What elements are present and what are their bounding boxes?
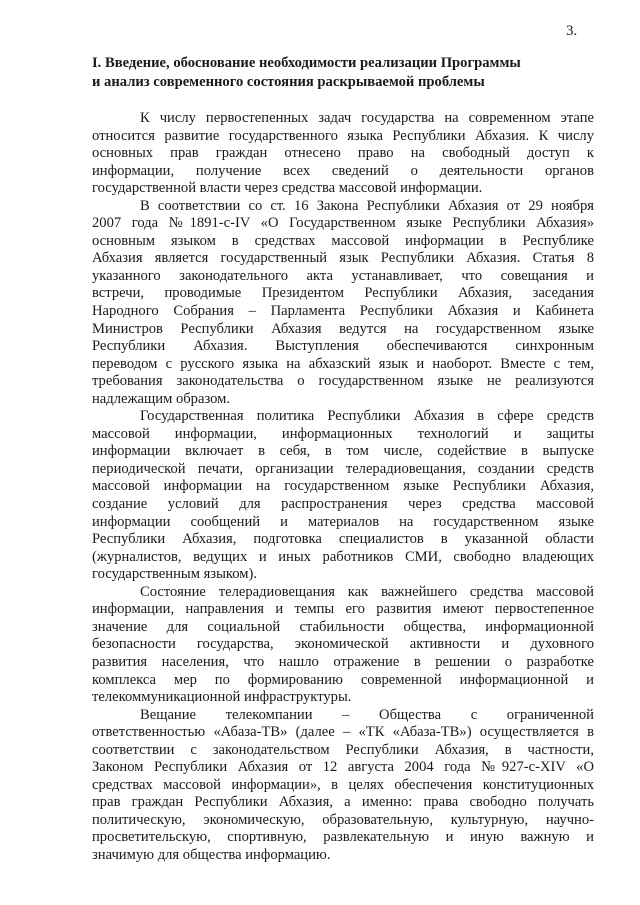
paragraph-line: Абхазия является государственный язык Республики Абхазия. Статья 8: [92, 250, 594, 267]
paragraph-line: средствах массовой информации», в целях обеспечения конституционных: [92, 776, 594, 793]
paragraph-line: Состояние телерадиовещания как важнейшего средства массовой: [140, 583, 594, 600]
paragraph-line: надлежащим образом.: [92, 390, 231, 407]
page-number: 3.: [566, 23, 578, 39]
paragraph-line: безопасности государства, экономической активности и духовного: [92, 636, 594, 653]
paragraph-line: информации, направления и темпы его развития имеют первостепенное: [92, 601, 594, 618]
paragraph-line: основным языком в средствах массовой информации в Республике: [92, 232, 594, 249]
paragraph-line: В соответствии со ст. 16 Закона Республики Абхазия от 29 ноября: [140, 197, 594, 214]
paragraph-line: 2007 года №1891-с-IV «О Государственном языке Республики Абхазия»: [92, 215, 594, 232]
paragraph: [92, 584, 594, 707]
heading-line: и анализ современного состояния раскрываемой проблемы: [92, 74, 485, 90]
paragraph-line: (журналистов, ведущих и иных работников СМИ, свободно владеющих: [92, 548, 594, 565]
paragraph-line: информации, получение всех сведений о деятельности органов: [92, 162, 594, 179]
paragraph-line: политическую, экономическую, образовательную, культурную, научно-: [92, 811, 594, 828]
paragraph-line: создание условий для распространения через средства массовой: [92, 496, 594, 513]
body-text: [92, 110, 594, 865]
paragraph-line: телекоммуникационной инфраструктуры.: [92, 689, 352, 706]
paragraph-line: Народного Собрания – Парламента Республики Абхазия и Кабинета: [92, 303, 594, 320]
paragraph-line: прав граждан Республики Абхазия, а именно: права свободно получать: [92, 794, 594, 811]
paragraph-line: основных прав граждан отнесено право на свободный доступ к: [92, 145, 594, 162]
paragraph: [92, 198, 594, 409]
paragraph-line: государственным языком).: [92, 566, 257, 583]
paragraph: [92, 408, 594, 583]
paragraph-line: Министров Республики Абхазия ведутся на государственном языке: [92, 320, 594, 337]
paragraph-line: периодической печати, организации телерадиовещания, создании средств: [92, 460, 594, 477]
paragraph: [92, 707, 594, 865]
paragraph-line: указанного законодательного акта устанавливает, что совещания и: [92, 267, 594, 284]
paragraph-line: развития населения, что нашло отражение в решении о разработке: [92, 653, 594, 670]
paragraph-line: Государственная политика Республики Абхазия в сфере средств: [140, 408, 594, 425]
paragraph-line: требования законодательства о государственном языке не реализуются: [92, 373, 594, 390]
paragraph-line: К числу первостепенных задач государства на современном этапе: [140, 110, 594, 126]
paragraph-line: массовой информации, информационных технологий и защиты: [92, 425, 594, 442]
paragraph-line: государственной власти через средства массовой информации.: [92, 180, 483, 197]
paragraph-line: значение для социальной стабильности общества, информационной: [92, 618, 594, 635]
paragraph-line: просветительскую, спортивную, развлекательную и иную важную и: [92, 829, 594, 846]
paragraph-line: информации сообщений и материалов на государственном языке: [92, 513, 594, 530]
heading-line: I. Введение, обоснование необходимости реализации Программы: [92, 55, 521, 71]
paragraph-line: соответствии с законодательством Республики Абхазия, в частности,: [92, 741, 594, 758]
paragraph: [92, 110, 594, 198]
section-heading: [92, 54, 602, 92]
paragraph-line: переводом с русского языка на абхазский язык и наоборот. Вместе с тем,: [92, 355, 594, 372]
paragraph-line: Законом Республики Абхазия от 12 августа 2004 года №927-с-XIV «О: [92, 759, 594, 776]
paragraph-line: значимую для общества информацию.: [92, 846, 331, 863]
paragraph-line: комплекса мер по формированию современной информационной и: [92, 671, 594, 688]
paragraph-line: ответственностью «Абаза-ТВ» (далее – «ТК «Абаза-ТВ») осуществляется в: [92, 724, 594, 741]
paragraph-line: информации включает в себя, в том числе, содействие в выпуске: [92, 443, 594, 460]
paragraph-line: массовой информации на государственном языке Республики Абхазия,: [92, 478, 594, 495]
paragraph-line: встречи, проводимые Президентом Республики Абхазия, заседания: [92, 285, 594, 302]
paragraph-line: Республики Абхазия, подготовка специалистов в указанной области: [92, 531, 594, 548]
paragraph-line: Вещание телекомпании – Общества с ограниченной: [140, 706, 594, 723]
paragraph-line: относится развитие государственного языка Республики Абхазия. К числу: [92, 127, 594, 144]
paragraph-line: Республики Абхазия. Выступления обеспечиваются синхронным: [92, 338, 594, 355]
